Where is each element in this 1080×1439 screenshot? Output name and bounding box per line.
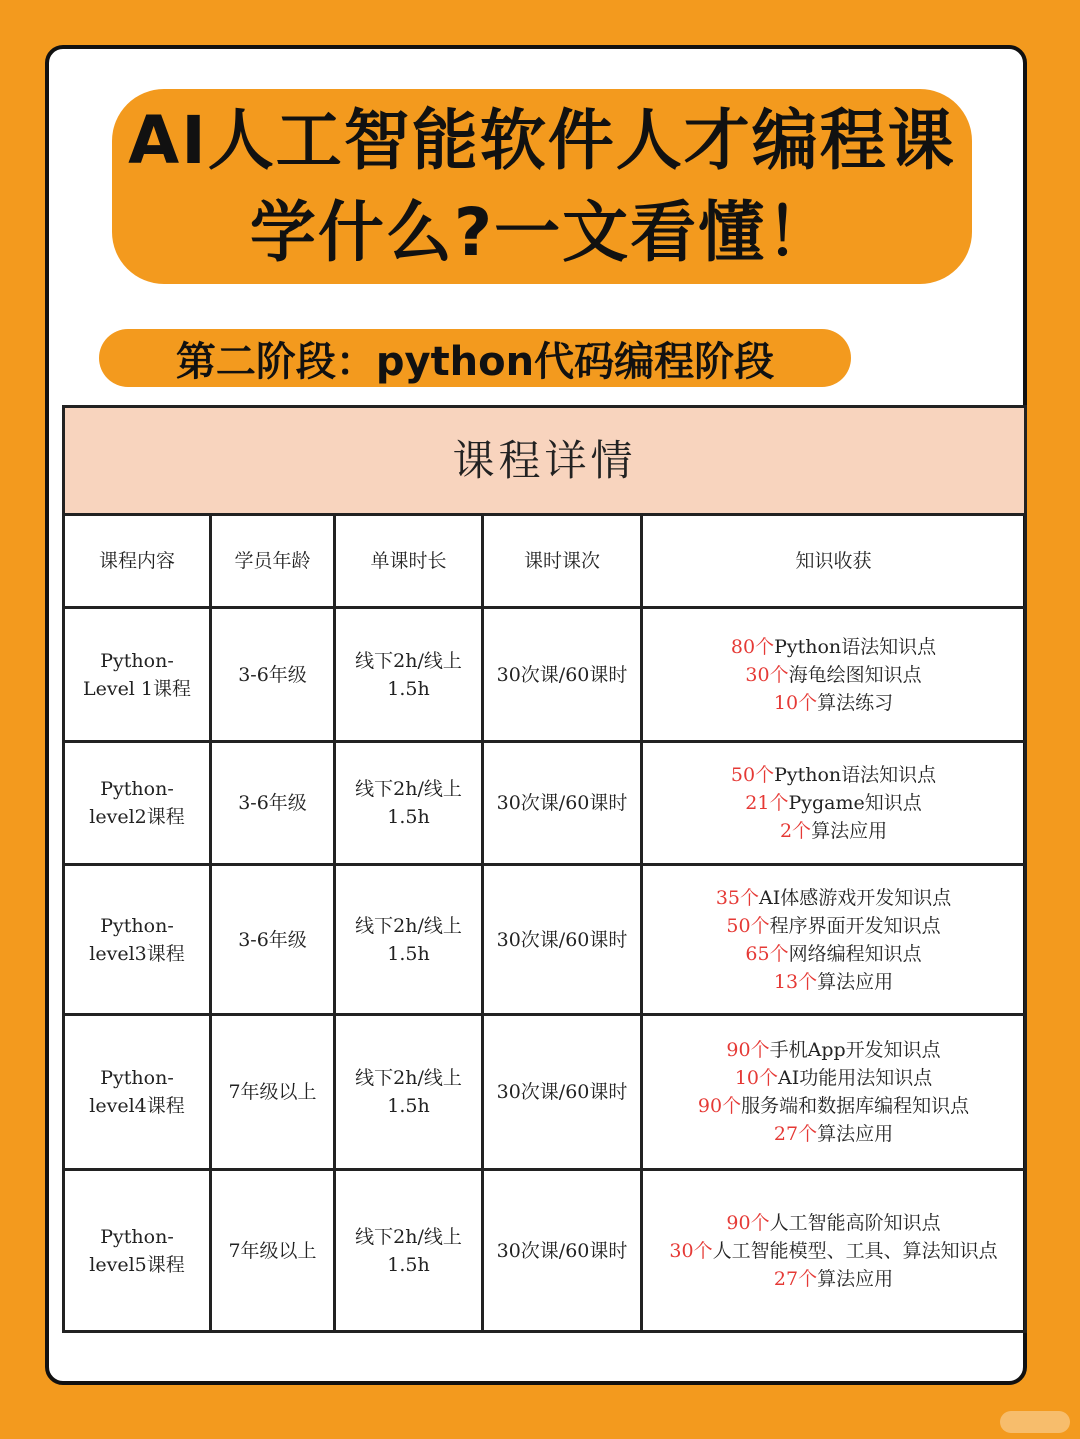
column-header-sessions: 课时课次 [483,515,642,608]
course-cell: Python-Level 1课程 [64,608,211,742]
sessions-cell: 30次课/60课时 [483,1170,642,1332]
gain-text: 人工智能高阶知识点 [769,1211,941,1234]
gain-item [653,789,1014,817]
course-table-body [64,608,1026,1332]
age-cell: 3-6年级 [211,608,335,742]
table-row [64,865,1026,1015]
column-header-age: 学员年龄 [211,515,335,608]
gains-cell [642,608,1026,742]
gain-text: 手机App开发知识点 [769,1039,941,1061]
course-cell: Python-level4课程 [64,1015,211,1170]
gain-count: 50个 [730,764,775,786]
gains-cell [642,1015,1026,1170]
gain-text: AI功能用法知识点 [778,1067,933,1089]
gain-count: 65个 [745,942,789,965]
gain-count: 30个 [745,663,789,686]
title-line-1: AI人工智能软件人才编程课 [128,101,956,179]
table-row [64,742,1026,865]
title-line-2: 学什么?一文看懂！ [249,193,835,271]
table-row [64,1015,1026,1170]
duration-cell: 线下2h/线上1.5h [335,742,483,865]
course-cell: Python-level3课程 [64,865,211,1015]
title-banner [112,89,972,284]
table-row [64,608,1026,742]
gain-item [653,1120,1014,1148]
gain-count: 10个 [734,1067,778,1089]
gain-item [653,633,1014,661]
gain-count: 50个 [726,914,770,937]
gain-text: Pygame知识点 [788,792,922,814]
gain-item [653,817,1014,845]
duration-cell: 线下2h/线上1.5h [335,1015,483,1170]
gain-text: 网络编程知识点 [788,942,922,965]
sessions-cell: 30次课/60课时 [483,608,642,742]
sessions-cell: 30次课/60课时 [483,865,642,1015]
gain-item [653,940,1014,968]
gain-text: 算法练习 [817,691,894,714]
gain-text: 算法应用 [817,970,894,993]
gain-text: 算法应用 [811,820,888,842]
gain-text: 人工智能模型、工具、算法知识点 [712,1239,998,1262]
table-title: 课程详情 [64,407,1026,515]
gain-item [653,912,1014,940]
gain-count: 90个 [726,1211,770,1234]
gain-count: 90个 [726,1039,770,1061]
gain-item [653,968,1014,996]
content-card [45,45,1027,1385]
gain-item [653,689,1014,717]
gain-count: 21个 [745,792,789,814]
table-row [64,1170,1026,1332]
gain-item [653,1064,1014,1092]
gain-item [653,761,1014,789]
course-cell: Python-level2课程 [64,742,211,865]
column-header-duration: 单课时长 [335,515,483,608]
gain-item [653,1036,1014,1064]
course-cell: Python-level5课程 [64,1170,211,1332]
gain-count: 27个 [773,1123,818,1145]
column-header-gains: 知识收获 [642,515,1026,608]
watermark-badge [1000,1411,1070,1433]
gains-cell [642,865,1026,1015]
duration-cell: 线下2h/线上1.5h [335,1170,483,1332]
gain-item [653,1237,1014,1265]
gain-text: 算法应用 [817,1267,894,1290]
age-cell: 7年级以上 [211,1170,335,1332]
gains-cell [642,1170,1026,1332]
gain-item [653,884,1014,912]
gain-count: 10个 [773,691,818,714]
gain-text: Python语法知识点 [774,635,937,658]
gain-count: 35个 [715,886,759,909]
gain-count: 90个 [697,1095,742,1117]
course-table [62,405,1027,1333]
gain-text: 服务端和数据库编程知识点 [741,1095,970,1117]
duration-cell: 线下2h/线上1.5h [335,865,483,1015]
gain-count: 27个 [773,1267,818,1290]
gain-count: 13个 [773,970,818,993]
gain-item [653,1092,1014,1120]
column-header-course: 课程内容 [64,515,211,608]
gain-item [653,1209,1014,1237]
gain-count: 80个 [730,635,775,658]
gain-text: Python语法知识点 [774,764,937,786]
gain-text: AI体感游戏开发知识点 [759,886,952,909]
gain-text: 算法应用 [817,1123,894,1145]
sessions-cell: 30次课/60课时 [483,1015,642,1170]
age-cell: 3-6年级 [211,742,335,865]
gain-count: 2个 [779,820,812,842]
table-header-row [64,515,1026,608]
gain-count: 30个 [669,1239,713,1262]
age-cell: 7年级以上 [211,1015,335,1170]
age-cell: 3-6年级 [211,865,335,1015]
gain-item [653,1265,1014,1293]
gain-item [653,661,1014,689]
gain-text: 海龟绘图知识点 [788,663,922,686]
stage-label: 第二阶段：python代码编程阶段 [99,329,851,387]
gains-cell [642,742,1026,865]
sessions-cell: 30次课/60课时 [483,742,642,865]
duration-cell: 线下2h/线上1.5h [335,608,483,742]
gain-text: 程序界面开发知识点 [769,914,941,937]
